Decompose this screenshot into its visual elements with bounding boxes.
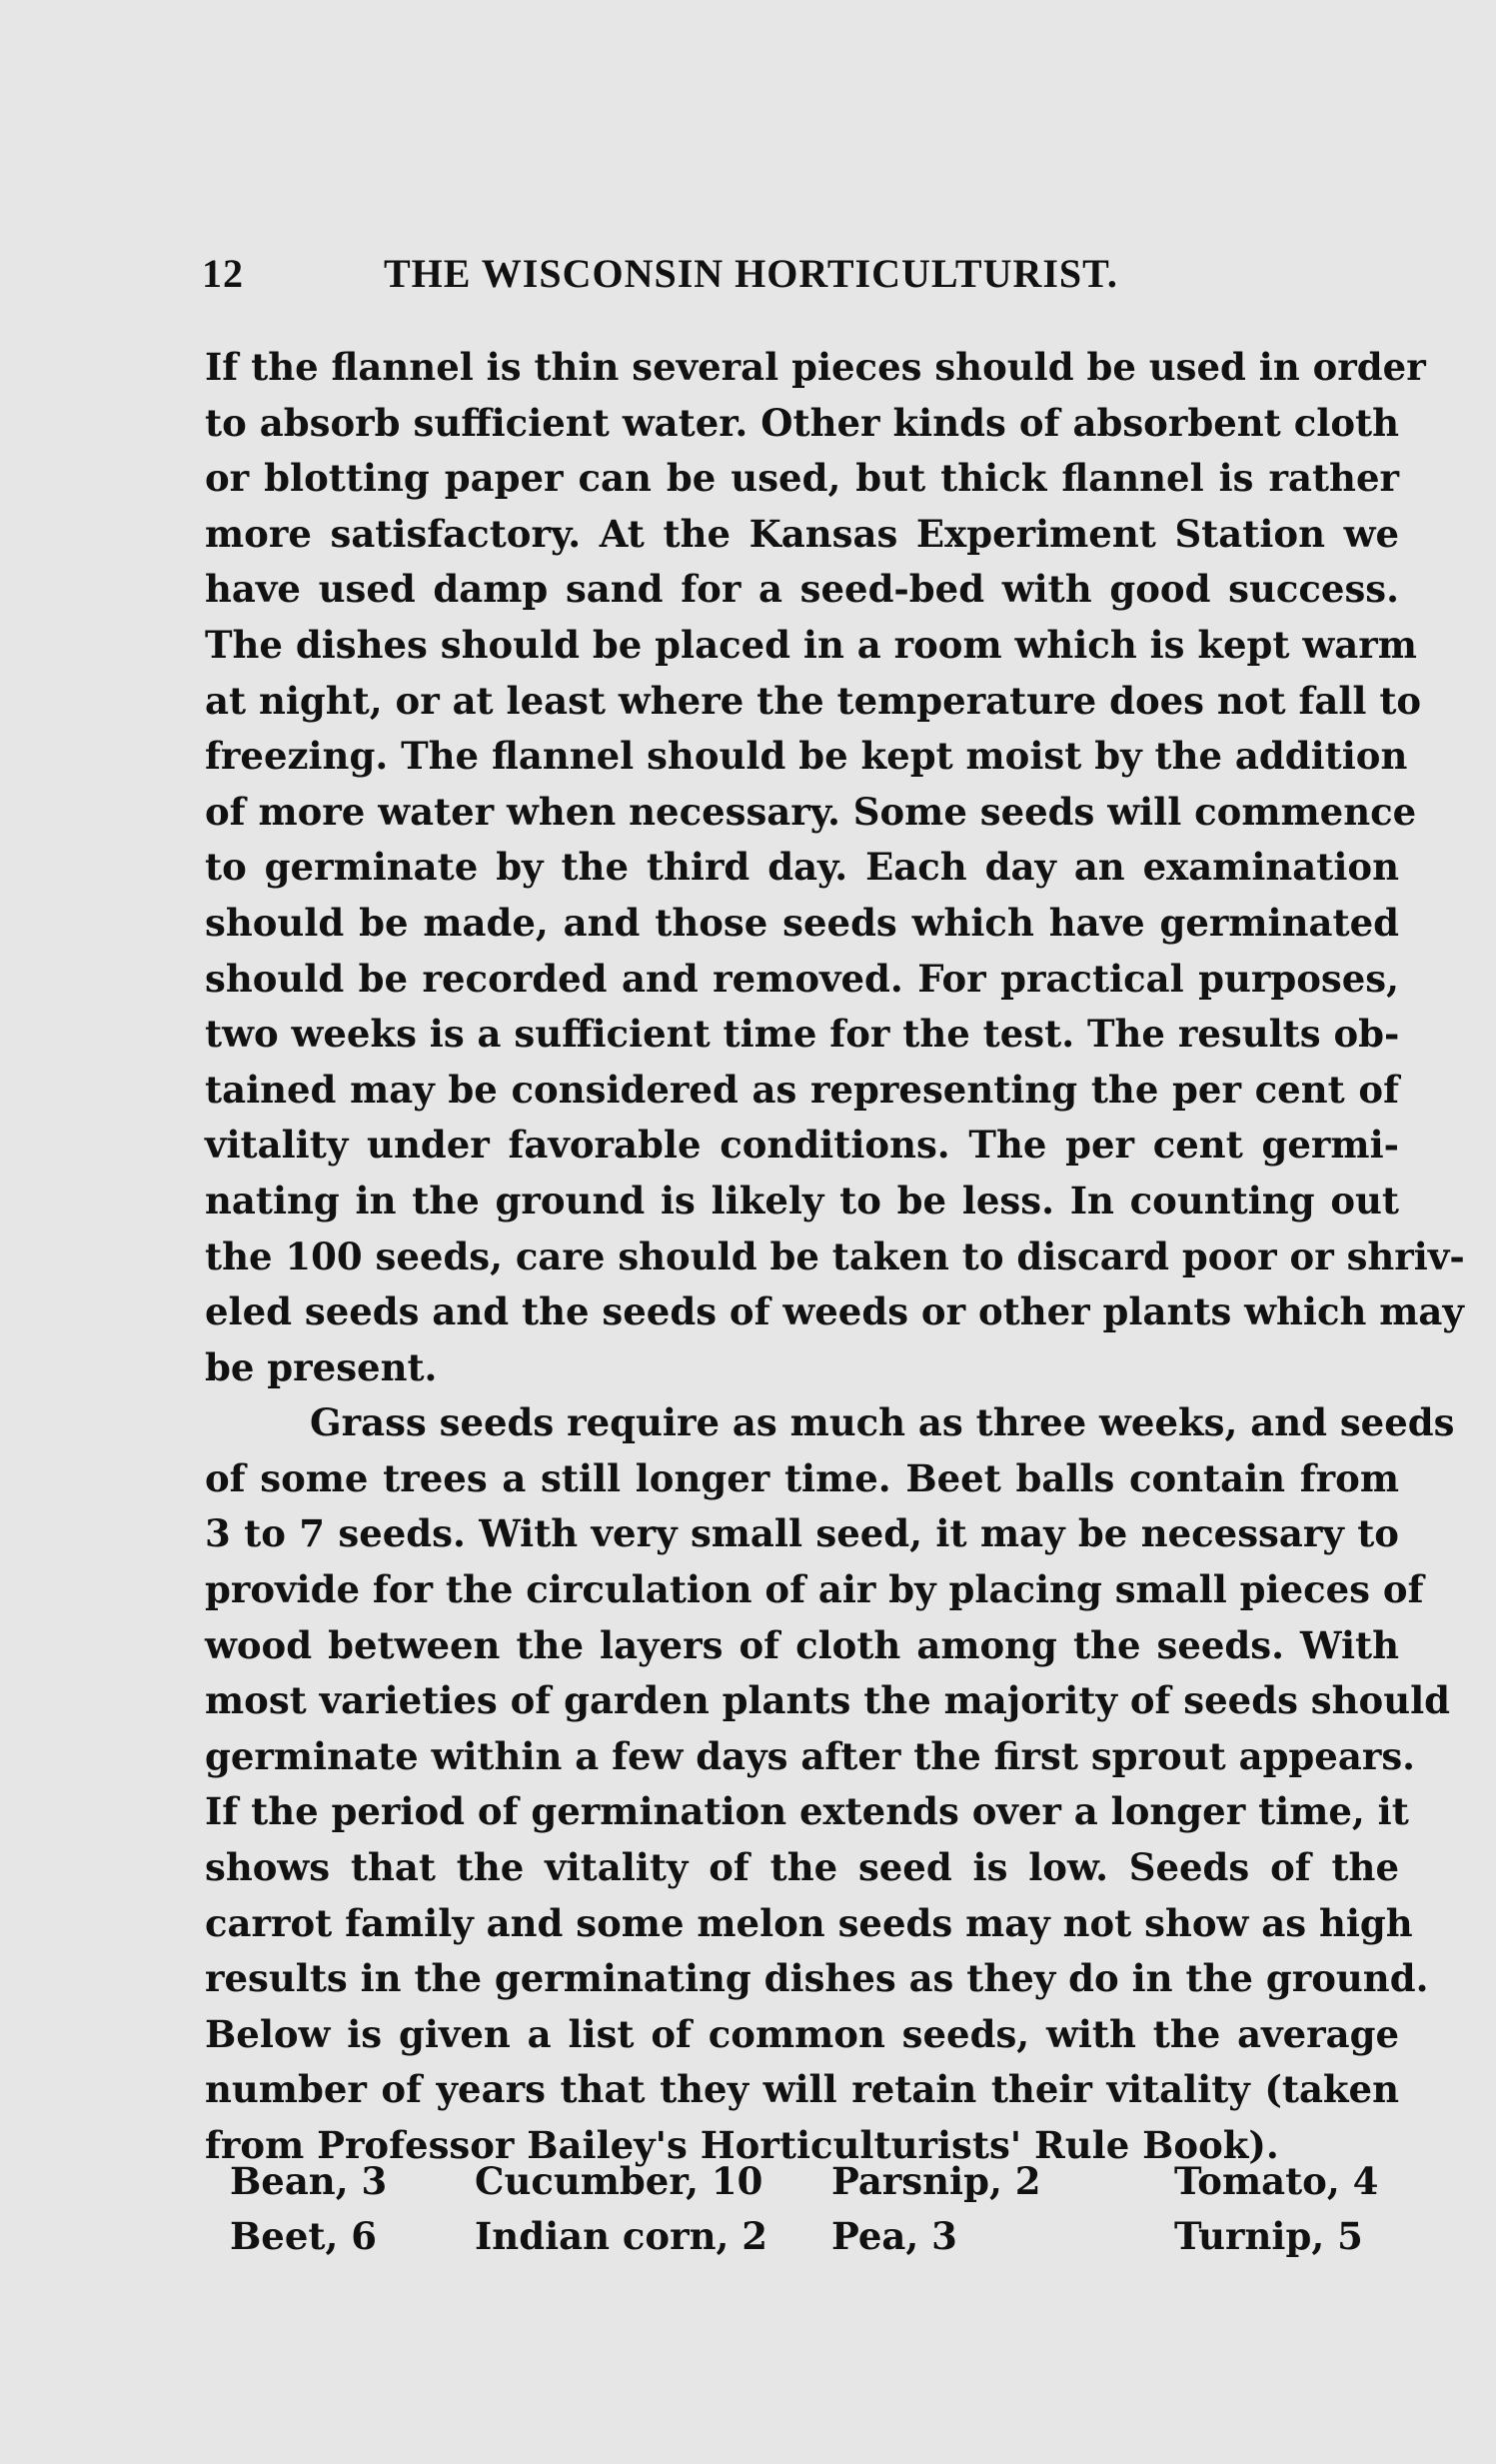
text-line: carrot family and some melon seeds may not show as high xyxy=(205,1900,1413,1945)
text-line: number of years that they will retain their vitality (taken xyxy=(205,2067,1399,2112)
body-text xyxy=(205,340,1465,2174)
text-line: Grass seeds require as much as three weeks, and seeds xyxy=(310,1400,1455,1445)
seed-entry: Cucumber, 10 xyxy=(475,2159,763,2203)
seed-entry: Beet, 6 xyxy=(230,2214,377,2258)
seed-entry: Turnip, 5 xyxy=(1174,2214,1363,2258)
text-line: If the flannel is thin several pieces should be used in order xyxy=(205,345,1426,389)
text-line: results in the germinating dishes as they do in the ground. xyxy=(205,1956,1429,2001)
text-line: If the period of germination extends over a longer time, it xyxy=(205,1789,1409,1834)
text-line: Below is given a list of common seeds, with the average xyxy=(205,2011,1399,2056)
text-line: shows that the vitality of the seed is low. Seeds of the xyxy=(205,1845,1399,1890)
text-line: to absorb sufficient water. Other kinds of absorbent cloth xyxy=(205,400,1399,445)
seed-entry: Indian corn, 2 xyxy=(475,2214,768,2258)
text-line: vitality under favorable conditions. The per cent germi- xyxy=(205,1123,1399,1168)
seed-row xyxy=(230,2154,1419,2209)
text-line: should be made, and those seeds which have germinated xyxy=(205,900,1399,945)
text-line: the 100 seeds, care should be taken to discard poor or shriv- xyxy=(205,1233,1465,1278)
seed-entry: Pea, 3 xyxy=(831,2214,957,2258)
text-line: from Professor Bailey's Horticulturists' Rule Book). xyxy=(205,2123,1279,2167)
text-line: should be recorded and removed. For practical purposes, xyxy=(205,956,1399,1001)
text-line: be present. xyxy=(205,1344,438,1389)
text-line: or blotting paper can be used, but thick flannel is rather xyxy=(205,456,1399,501)
paragraph-2 xyxy=(205,1395,1455,2173)
page-number: 12 xyxy=(202,251,244,296)
text-line: to germinate by the third day. Each day an examination xyxy=(205,845,1399,890)
paragraph-1 xyxy=(205,340,1465,1395)
text-line: of more water when necessary. Some seeds will commence xyxy=(205,789,1417,834)
seed-row xyxy=(230,2209,1419,2264)
running-head: THE WISCONSIN HORTICULTURIST. xyxy=(384,251,1118,296)
text-line: at night, or at least where the temperature does not fall to xyxy=(205,678,1422,723)
seed-entry: Tomato, 4 xyxy=(1174,2159,1379,2203)
text-line: wood between the layers of cloth among the seeds. With xyxy=(205,1622,1399,1667)
seed-entry: Bean, 3 xyxy=(230,2159,388,2203)
text-line: have used damp sand for a seed-bed with good success. xyxy=(205,567,1399,612)
text-line: eled seeds and the seeds of weeds or other plants which may xyxy=(205,1289,1464,1334)
text-line: germinate within a few days after the first sprout appears. xyxy=(205,1733,1416,1778)
seed-vitality-list xyxy=(230,2154,1419,2264)
text-line: nating in the ground is likely to be less. In counting out xyxy=(205,1178,1399,1223)
text-line: provide for the circulation of air by placing small pieces of xyxy=(205,1567,1424,1612)
text-line: freezing. The flannel should be kept moist by the addition xyxy=(205,734,1408,779)
text-line: tained may be considered as representing the per cent of xyxy=(205,1067,1399,1112)
text-line: two weeks is a sufficient time for the test. The results ob- xyxy=(205,1012,1400,1057)
text-line: most varieties of garden plants the majority of seeds should xyxy=(205,1678,1451,1723)
text-line: 3 to 7 seeds. With very small seed, it may be necessary to xyxy=(205,1511,1399,1556)
text-line: The dishes should be placed in a room which is kept warm xyxy=(205,622,1417,667)
text-line: of some trees a still longer time. Beet balls contain from xyxy=(205,1455,1399,1500)
text-line: more satisfactory. At the Kansas Experiment Station we xyxy=(205,511,1399,556)
seed-entry: Parsnip, 2 xyxy=(831,2159,1041,2203)
